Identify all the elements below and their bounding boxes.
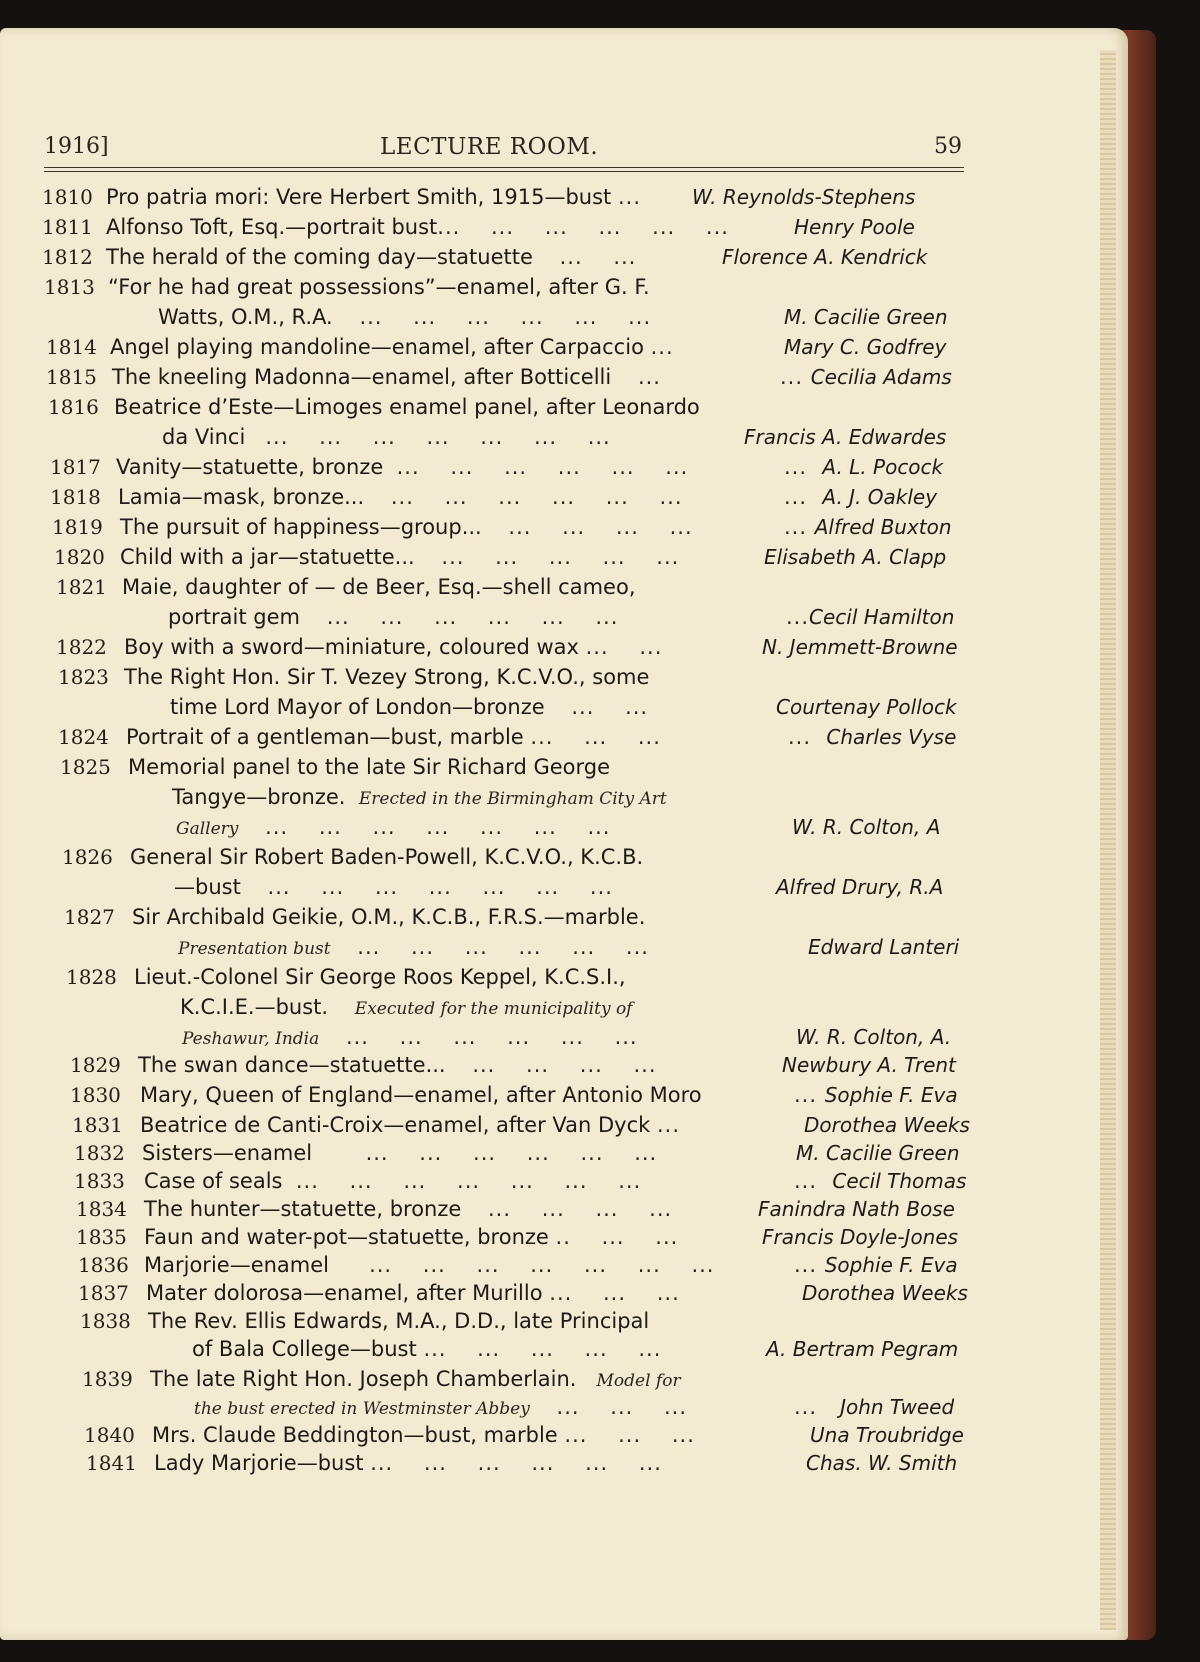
entry-number: 1823 bbox=[58, 665, 109, 689]
entry-number: 1812 bbox=[42, 245, 93, 269]
entry-title: “For he had great possessions”—enamel, after G. F. bbox=[108, 275, 650, 299]
entry-title: Boy with a sword—miniature, coloured wax ... ... bbox=[124, 635, 663, 659]
entry-number: 1828 bbox=[66, 965, 117, 989]
entry-number: 1820 bbox=[54, 545, 105, 569]
entry-title: The late Right Hon. Joseph Chamberlain. Model for bbox=[150, 1367, 681, 1391]
entry-artist: W. R. Colton, A bbox=[792, 815, 941, 839]
entry-artist: M. Cacilie Green bbox=[784, 305, 948, 329]
entry-title-cont: Watts, O.M., R.A. ... ... ... ... ... ... bbox=[158, 305, 652, 329]
entry-title: Sisters—enamel ... ... ... ... ... ... bbox=[142, 1141, 658, 1165]
entry-number: 1841 bbox=[86, 1451, 137, 1475]
entry-title: Mary, Queen of England—enamel, after Antonio Moro bbox=[140, 1083, 702, 1107]
entry-number: 1837 bbox=[78, 1281, 129, 1305]
entry-title-cont: time Lord Mayor of London—bronze ... ... bbox=[170, 695, 649, 719]
entry-artist: ... Cecilia Adams bbox=[780, 365, 952, 389]
entry-artist: Henry Poole bbox=[794, 215, 915, 239]
entry-title: The swan dance—statuette... ... ... ... ... bbox=[138, 1053, 657, 1077]
entry-title: The Rev. Ellis Edwards, M.A., D.D., late Principal bbox=[148, 1309, 650, 1333]
entry-number: 1826 bbox=[62, 845, 113, 869]
entry-title: The pursuit of happiness—group... ... ... ... ... bbox=[120, 515, 693, 539]
entry-number: 1821 bbox=[56, 575, 107, 599]
entry-title: Case of seals ... ... ... ... ... ... ... bbox=[144, 1169, 642, 1193]
entry-number: 1810 bbox=[42, 185, 93, 209]
entry-title-cont: K.C.I.E.—bust. Executed for the municipality of bbox=[180, 995, 633, 1019]
entry-note: Peshawur, India ... ... ... ... ... ... bbox=[182, 1025, 638, 1049]
entry-title: Pro patria mori: Vere Herbert Smith, 1915—bust ... bbox=[106, 185, 642, 209]
entry-artist: Florence A. Kendrick bbox=[722, 245, 928, 269]
entry-title-cont: portrait gem ... ... ... ... ... ... bbox=[168, 605, 619, 629]
entry-title: The herald of the coming day—statuette ... ... bbox=[106, 245, 637, 269]
entry-number: 1813 bbox=[44, 275, 95, 299]
entry-number: 1830 bbox=[70, 1083, 121, 1107]
entry-number: 1827 bbox=[64, 905, 115, 929]
entry-number: 1836 bbox=[78, 1253, 129, 1277]
entry-artist: Chas. W. Smith bbox=[806, 1451, 958, 1475]
entry-number: 1825 bbox=[60, 755, 111, 779]
entry-artist: ... Sophie F. Eva bbox=[794, 1253, 958, 1277]
entry-title: General Sir Robert Baden-Powell, K.C.V.O., K.C.B. bbox=[130, 845, 644, 869]
entry-artist: ... A. J. Oakley bbox=[784, 485, 938, 509]
entry-title: Mrs. Claude Beddington—bust, marble ... ... ... bbox=[152, 1423, 695, 1447]
entry-artist: Mary C. Godfrey bbox=[784, 335, 947, 359]
entry-artist: M. Cacilie Green bbox=[796, 1141, 960, 1165]
entry-number: 1838 bbox=[80, 1309, 131, 1333]
entry-title-cont: da Vinci ... ... ... ... ... ... ... bbox=[162, 425, 611, 449]
entry-number: 1832 bbox=[74, 1141, 125, 1165]
entry-number: 1814 bbox=[46, 335, 97, 359]
entry-artist: Francis Doyle-Jones bbox=[762, 1225, 959, 1249]
entry-number: 1835 bbox=[76, 1225, 127, 1249]
entry-artist: A. Bertram Pegram bbox=[766, 1337, 959, 1361]
entry-number: 1819 bbox=[52, 515, 103, 539]
entry-title: The kneeling Madonna—enamel, after Botticelli ... bbox=[112, 365, 661, 389]
entry-artist: ... John Tweed bbox=[794, 1395, 955, 1419]
entry-title: The hunter—statuette, bronze ... ... ... ... bbox=[144, 1197, 673, 1221]
entry-number: 1818 bbox=[50, 485, 101, 509]
entry-number: 1839 bbox=[82, 1367, 133, 1391]
entry-title: Angel playing mandoline—enamel, after Carpaccio ... bbox=[110, 335, 674, 359]
entry-title: Vanity—statuette, bronze ... ... ... ... ... ... bbox=[116, 455, 689, 479]
entry-title: Lamia—mask, bronze... ... ... ... ... ... ... bbox=[118, 485, 683, 509]
entry-artist: Courtenay Pollock bbox=[776, 695, 957, 719]
page-number: 59 bbox=[934, 134, 962, 159]
entry-number: 1815 bbox=[46, 365, 97, 389]
entry-artist: Edward Lanteri bbox=[808, 935, 960, 959]
entry-number: 1833 bbox=[74, 1169, 125, 1193]
entry-title: Faun and water-pot—statuette, bronze .. ... ... bbox=[144, 1225, 679, 1249]
entry-title: Sir Archibald Geikie, O.M., K.C.B., F.R.S.—marble. bbox=[132, 905, 646, 929]
entry-title: Alfonso Toft, Esq.—portrait bust... ... ... ... ... ... bbox=[106, 215, 729, 239]
entry-artist: W. R. Colton, A. bbox=[796, 1025, 952, 1049]
entry-artist: Una Troubridge bbox=[810, 1423, 964, 1447]
entry-title-cont: Tangye—bronze. Erected in the Birmingham City Art bbox=[172, 785, 667, 809]
entry-number: 1831 bbox=[72, 1113, 123, 1137]
entry-title: Lady Marjorie—bust ... ... ... ... ... ... bbox=[154, 1451, 662, 1475]
entry-number: 1824 bbox=[58, 725, 109, 749]
entry-title: Maie, daughter of — de Beer, Esq.—shell cameo, bbox=[122, 575, 636, 599]
entry-artist: ... Sophie F. Eva bbox=[794, 1083, 958, 1107]
header-year: 1916] bbox=[44, 134, 109, 159]
entry-artist: ... Cecil Thomas bbox=[794, 1169, 967, 1193]
entry-number: 1811 bbox=[42, 215, 93, 239]
entry-number: 1834 bbox=[76, 1197, 127, 1221]
entry-number: 1817 bbox=[50, 455, 101, 479]
entry-number: 1822 bbox=[56, 635, 107, 659]
entry-artist: Dorothea Weeks bbox=[804, 1113, 970, 1137]
entry-number: 1840 bbox=[84, 1423, 135, 1447]
entry-artist: ... Alfred Buxton bbox=[784, 515, 952, 539]
entry-artist: N. Jemmett-Browne bbox=[762, 635, 958, 659]
header-title: LECTURE ROOM. bbox=[380, 134, 599, 160]
entry-artist: ... Charles Vyse bbox=[788, 725, 957, 749]
entry-artist: ... A. L. Pocock bbox=[784, 455, 944, 479]
entry-artist: ...Cecil Hamilton bbox=[786, 605, 955, 629]
entry-note: the bust erected in Westminster Abbey ... ... ... bbox=[194, 1395, 688, 1419]
entry-title-cont: —bust ... ... ... ... ... ... ... bbox=[174, 875, 613, 899]
entry-number: 1829 bbox=[70, 1053, 121, 1077]
entry-title: Child with a jar—statuette... ... ... ... ... ... bbox=[120, 545, 680, 569]
entry-artist: Fanindra Nath Bose bbox=[758, 1197, 955, 1221]
entry-title: Memorial panel to the late Sir Richard George bbox=[128, 755, 611, 779]
entry-title: Mater dolorosa—enamel, after Murillo ... ... ... bbox=[146, 1281, 680, 1305]
entry-title: Portrait of a gentleman—bust, marble ... ... ... bbox=[126, 725, 661, 749]
entry-title: Marjorie—enamel ... ... ... ... ... ... ... bbox=[144, 1253, 715, 1277]
entry-artist: Francis A. Edwardes bbox=[744, 425, 947, 449]
entry-note: Presentation bust ... ... ... ... ... ... bbox=[178, 935, 649, 959]
entry-title: Beatrice d’Este—Limoges enamel panel, after Leonardo bbox=[114, 395, 700, 419]
entry-title: The Right Hon. Sir T. Vezey Strong, K.C.V.O., some bbox=[124, 665, 650, 689]
entry-artist: Newbury A. Trent bbox=[782, 1053, 956, 1077]
entry-note: Gallery ... ... ... ... ... ... ... bbox=[176, 815, 611, 839]
entry-artist: Dorothea Weeks bbox=[802, 1281, 968, 1305]
entry-number: 1816 bbox=[48, 395, 99, 419]
entry-artist: W. Reynolds-Stephens bbox=[692, 185, 916, 209]
entry-artist: Alfred Drury, R.A bbox=[776, 875, 944, 899]
entry-title-cont: of Bala College—bust ... ... ... ... ... bbox=[192, 1337, 662, 1361]
entry-title: Lieut.-Colonel Sir George Roos Keppel, K.C.S.I., bbox=[134, 965, 626, 989]
entry-artist: Elisabeth A. Clapp bbox=[764, 545, 947, 569]
entry-title: Beatrice de Canti-Croix—enamel, after Van Dyck ... bbox=[140, 1113, 681, 1137]
